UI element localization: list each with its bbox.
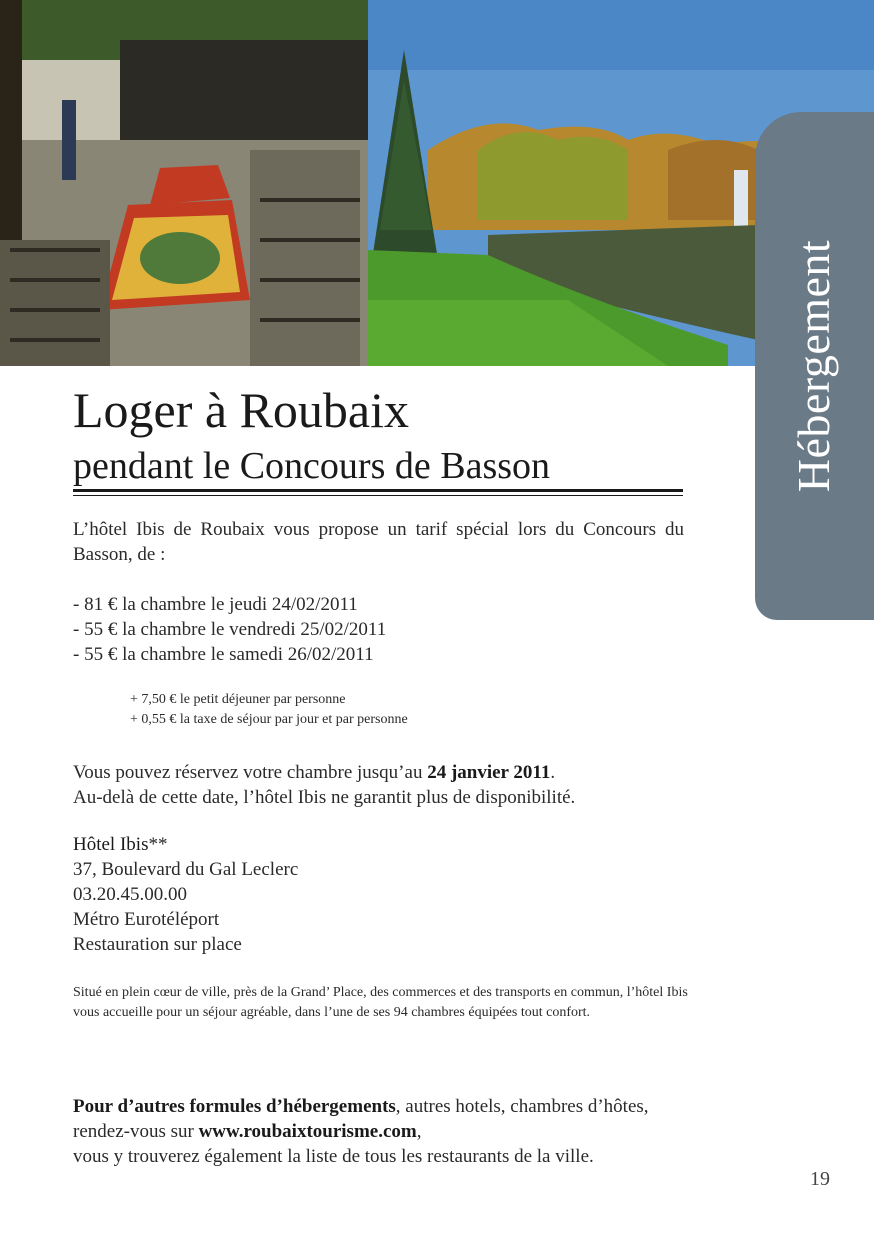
hotel-address: 37, Boulevard du Gal Leclerc bbox=[73, 859, 299, 880]
hotel-description: Situé en plein cœur de ville, près de la Grand’ Place, des commerces et des transports en commun, l’hôtel Ibis vous accueille pour un séjour agréable, dans l’une de ses 94 chambres équipées tout confort. bbox=[73, 985, 688, 1020]
section-tab-label: Hébergement bbox=[788, 239, 839, 493]
extra-item: + 7,50 € le petit déjeuner par personne bbox=[130, 692, 346, 707]
website-link[interactable]: www.roubaixtourisme.com bbox=[198, 1121, 417, 1142]
hotel-info bbox=[73, 832, 298, 957]
closing-line3: vous y trouverez également la liste de tous les restaurants de la ville. bbox=[73, 1146, 594, 1167]
page-subtitle: pendant le Concours de Basson bbox=[73, 445, 551, 487]
booking-period: . bbox=[550, 762, 556, 783]
price-item: - 81 € la chambre le jeudi 24/02/2011 bbox=[73, 594, 358, 615]
closing-paragraph bbox=[73, 1094, 693, 1169]
cafe-terrace-photo bbox=[0, 0, 368, 366]
extra-item: + 0,55 € la taxe de séjour par jour et par personne bbox=[130, 712, 408, 727]
title-rule-thin bbox=[73, 495, 683, 496]
intro-paragraph: L’hôtel Ibis de Roubaix vous propose un tarif spécial lors du Concours du Basson, de : bbox=[73, 519, 684, 565]
booking-deadline: 24 janvier 2011 bbox=[427, 762, 551, 783]
closing-comma: , bbox=[416, 1121, 422, 1142]
price-item: - 55 € la chambre le samedi 26/02/2011 bbox=[73, 644, 374, 665]
hotel-phone: 03.20.45.00.00 bbox=[73, 884, 187, 905]
page-number: 19 bbox=[810, 1168, 830, 1190]
title-rule-thick bbox=[73, 489, 683, 492]
hotel-stars: ** bbox=[148, 834, 168, 855]
booking-paragraph bbox=[73, 760, 684, 810]
closing-lead: Pour d’autres formules d’hébergements bbox=[73, 1096, 396, 1117]
cafe-terrace-illustration bbox=[0, 0, 368, 366]
hotel-metro: Métro Eurotéléport bbox=[73, 909, 220, 930]
booking-note: Au-delà de cette date, l’hôtel Ibis ne garantit plus de disponibilité. bbox=[73, 787, 576, 808]
page-title: Loger à Roubaix bbox=[73, 382, 410, 438]
price-item: - 55 € la chambre le vendredi 25/02/2011 bbox=[73, 619, 387, 640]
extras-list bbox=[130, 690, 408, 730]
booking-text: Vous pouvez réservez votre chambre jusqu’au bbox=[73, 762, 428, 783]
hotel-restaurant: Restauration sur place bbox=[73, 934, 242, 955]
price-list bbox=[73, 592, 386, 667]
closing-text: , autres hotels, chambres d’hôtes, rendez-vous sur bbox=[73, 1096, 649, 1142]
hotel-name: Hôtel Ibis bbox=[73, 834, 149, 855]
